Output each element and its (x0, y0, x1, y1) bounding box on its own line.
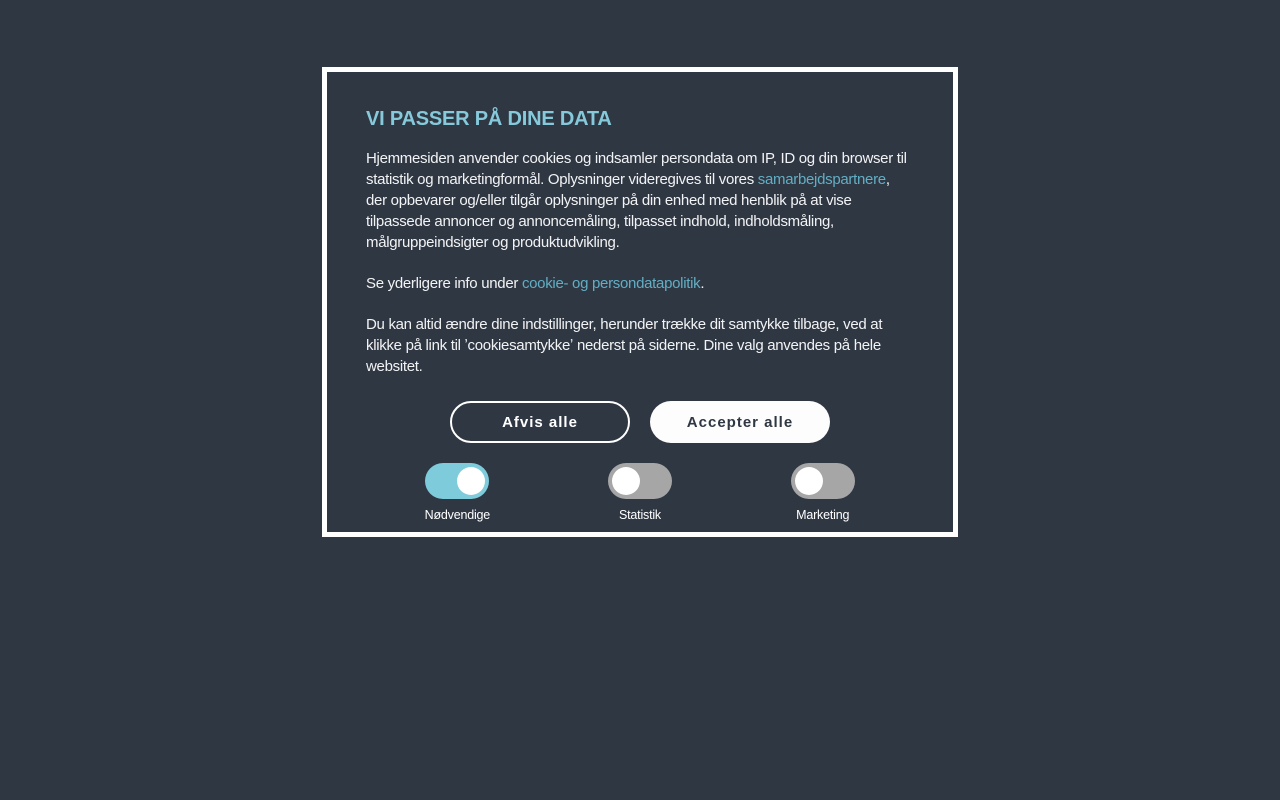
more-info-text (366, 273, 914, 294)
intro-text-before: Hjemmesiden anvender cookies og indsamler persondata om IP, ID og din browser til statistik og marketingformål. Oplysninger videregives til vores (366, 150, 907, 188)
toggle-label-necessary: Nødvendige (424, 508, 491, 522)
toggle-col-necessary (366, 463, 549, 522)
settings-note-text: Du kan altid ændre dine indstillinger, herunder trække dit samtykke tilbage, ved at klikke på link til ʼcookiesamtykkeʼ nederst på siderne. Dine valg anvendes på hele websitet. (366, 316, 883, 375)
toggle-label-statistics: Statistik (619, 508, 661, 522)
toggle-col-marketing (731, 463, 914, 522)
toggle-label-marketing: Marketing (796, 508, 850, 522)
toggle-col-statistics (549, 463, 732, 522)
toggle-knob (612, 467, 640, 495)
more-info-after: . (700, 275, 705, 292)
intro-text-after: , der opbevarer og/eller tilgår oplysninger på din enhed med henblik på at vise tilpassede annoncer og annoncemåling, tilpasset indhold, indholdsmåling, målgruppeindsigter og produktudvikling. (366, 171, 890, 251)
reject-all-button[interactable]: Afvis alle (450, 401, 630, 443)
toggle-statistics[interactable] (608, 463, 672, 499)
toggle-knob (795, 467, 823, 495)
intro-text (366, 148, 914, 253)
partners-link[interactable]: samarbejdspartnere (757, 171, 886, 188)
cookie-consent-dialog (322, 67, 958, 537)
consent-button-row (366, 401, 914, 443)
toggle-necessary[interactable] (425, 463, 489, 499)
toggle-marketing[interactable] (791, 463, 855, 499)
dialog-title: VI PASSER PÅ DINE DATA (366, 108, 612, 130)
cookie-policy-link[interactable]: cookie- og persondatapolitik (521, 275, 701, 292)
consent-toggle-row (366, 463, 914, 522)
accept-all-button[interactable]: Accepter alle (650, 401, 830, 443)
toggle-knob (457, 467, 485, 495)
more-info-before: Se yderligere info under (366, 275, 522, 292)
